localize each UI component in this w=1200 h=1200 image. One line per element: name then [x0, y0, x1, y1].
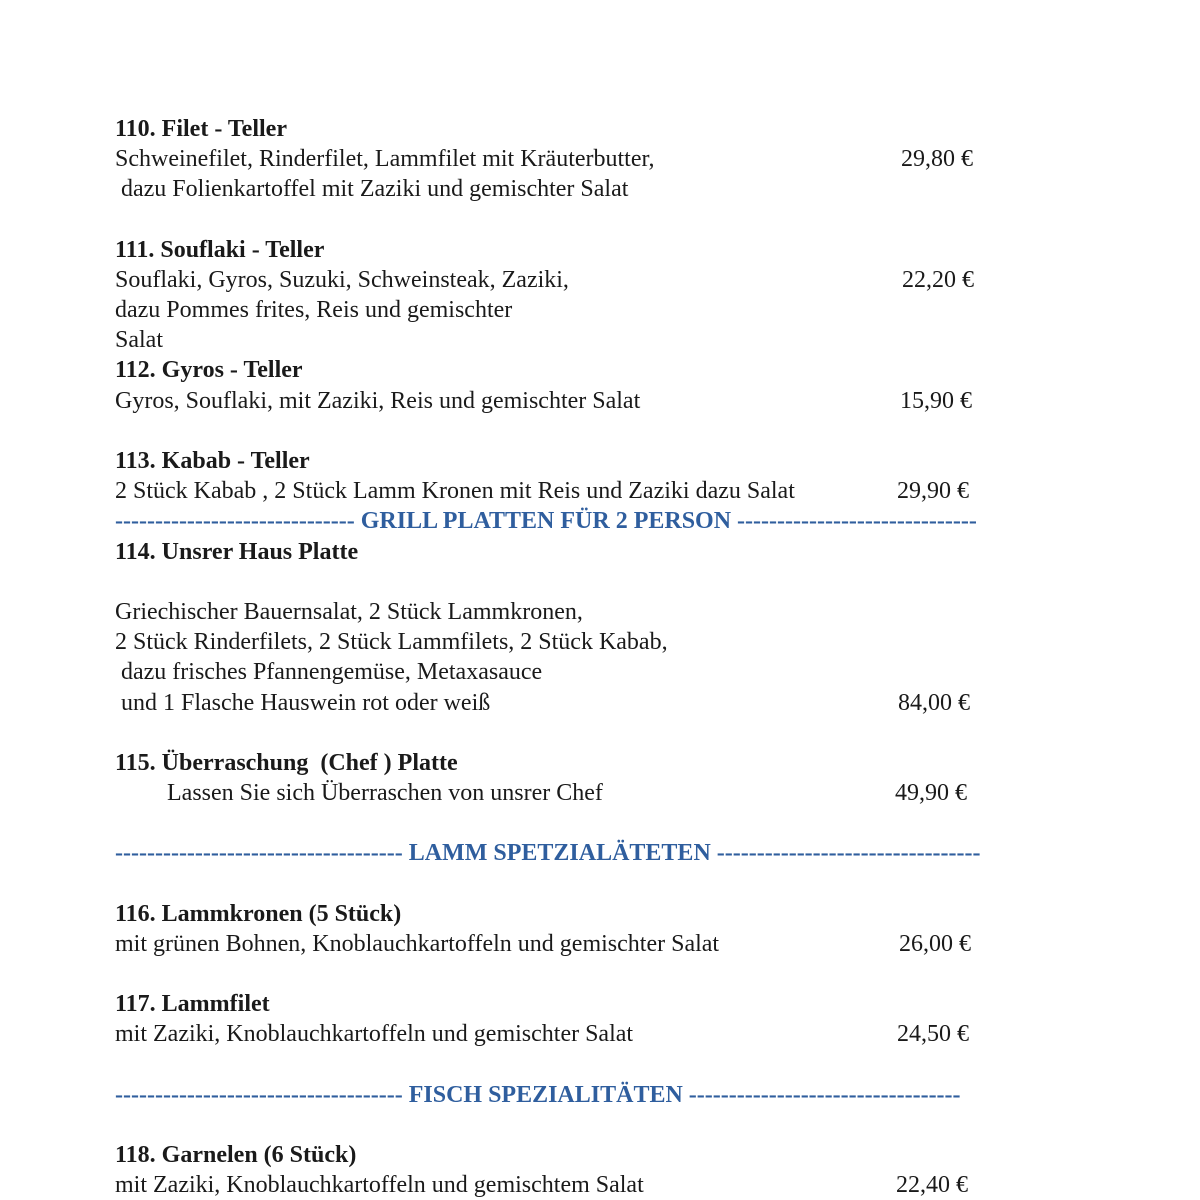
menu-item-desc-116-1: mit grünen Bohnen, Knoblauchkartoffeln und gemischter Salat: [115, 931, 720, 957]
section-heading-lamm-spezialitaeten: ------------------------------------ LAMM SPETZIALÄTETEN ---------------------------------: [115, 840, 981, 866]
menu-item-desc-115-1: Lassen Sie sich Überraschen von unsrer Chef: [167, 780, 603, 806]
menu-item-price-113: 29,90 €: [897, 478, 969, 504]
menu-item-desc-112-1: Gyros, Souflaki, mit Zaziki, Reis und gemischter Salat: [115, 388, 641, 414]
menu-item-desc-110-1: Schweinefilet, Rinderfilet, Lammfilet mit Kräuterbutter,: [115, 146, 655, 172]
menu-item-title-114: 114. Unsrer Haus Platte: [115, 539, 359, 565]
menu-item-desc-114-1: Griechischer Bauernsalat, 2 Stück Lammkronen,: [115, 599, 583, 625]
menu-item-title-111: 111. Souflaki - Teller: [115, 237, 325, 263]
menu-item-desc-114-2: 2 Stück Rinderfilets, 2 Stück Lammfilets, 2 Stück Kabab,: [115, 629, 668, 655]
section-heading-grill-platten: ------------------------------ GRILL PLATTEN FÜR 2 PERSON ------------------------------: [115, 508, 977, 534]
menu-item-title-110: 110. Filet - Teller: [115, 116, 287, 142]
menu-item-title-117: 117. Lammfilet: [115, 991, 270, 1017]
menu-item-desc-114-3: dazu frisches Pfannengemüse, Metaxasauce: [115, 659, 543, 685]
menu-item-price-110: 29,80 €: [901, 146, 973, 172]
menu-item-desc-114-4: und 1 Flasche Hauswein rot oder weiß: [115, 690, 491, 716]
menu-item-desc-111-3: Salat: [115, 327, 163, 353]
menu-item-desc-117-1: mit Zaziki, Knoblauchkartoffeln und gemischter Salat: [115, 1021, 634, 1047]
menu-item-title-113: 113. Kabab - Teller: [115, 448, 310, 474]
menu-item-price-116: 26,00 €: [899, 931, 971, 957]
menu-item-price-117: 24,50 €: [897, 1021, 969, 1047]
menu-item-desc-111-2: dazu Pommes frites, Reis und gemischter: [115, 297, 513, 323]
menu-item-price-114: 84,00 €: [898, 690, 970, 716]
menu-item-price-118: 22,40 €: [896, 1172, 968, 1198]
menu-item-price-111: 22,20 €: [902, 267, 974, 293]
section-heading-fisch-spezialitaeten: ------------------------------------ FISCH SPEZIALITÄTEN ----------------------------------: [115, 1082, 961, 1108]
menu-item-desc-118-1: mit Zaziki, Knoblauchkartoffeln und gemischtem Salat: [115, 1172, 644, 1198]
menu-item-title-118: 118. Garnelen (6 Stück): [115, 1142, 357, 1168]
menu-item-desc-110-2: dazu Folienkartoffel mit Zaziki und gemischter Salat: [115, 176, 629, 202]
menu-item-title-115: 115. Überraschung (Chef ) Platte: [115, 750, 458, 776]
menu-item-desc-113-1: 2 Stück Kabab , 2 Stück Lamm Kronen mit Reis und Zaziki dazu Salat: [115, 478, 795, 504]
menu-item-desc-111-1: Souflaki, Gyros, Suzuki, Schweinsteak, Zaziki,: [115, 267, 569, 293]
menu-item-price-112: 15,90 €: [900, 388, 972, 414]
menu-item-title-116: 116. Lammkronen (5 Stück): [115, 901, 402, 927]
menu-item-title-112: 112. Gyros - Teller: [115, 357, 303, 383]
menu-item-price-115: 49,90 €: [895, 780, 967, 806]
